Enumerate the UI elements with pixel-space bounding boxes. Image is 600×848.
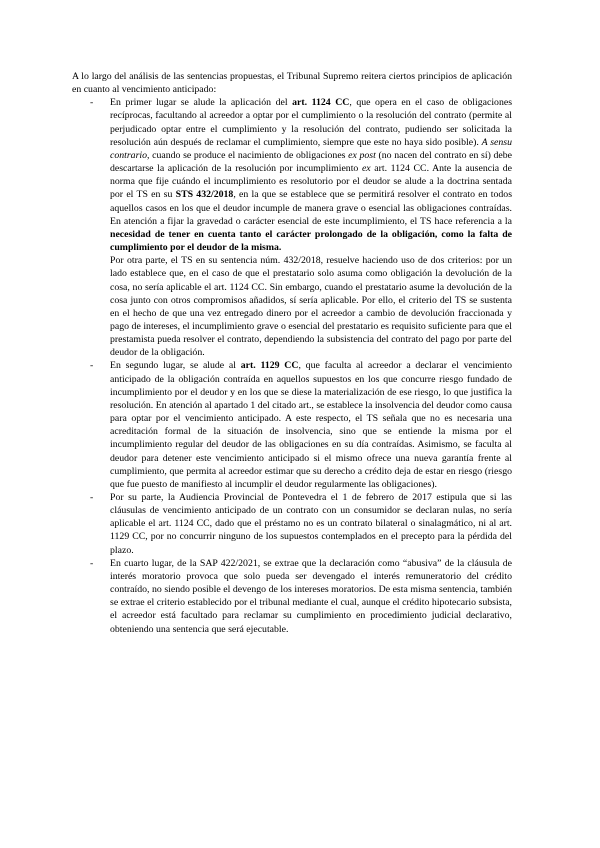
- list-item: [72, 96, 512, 359]
- sts-432-2018-paragraph: Por otra parte, el TS en su sentencia núm. 432/2018, resuelve haciendo uso de dos criterios: por un lado establece que, en el caso de que el prestatario solo asuma como obligación la devolución de la cosa, no sería aplicable el art. 1124 CC. Sin embargo, cuando el prestatario asume la devolución de la cosa junto con otros compromisos añadidos, sí sería aplicable. Por ello, el criterio del TS se sustenta en el hecho de que una vez entregado dinero por el acreedor a cambio de devolución fraccionada y pago de intereses, el incumplimiento grave o esencial del prestatario es requisito suficiente para que el prestamista pueda resolver el contrato, dependiendo la subsistencia del contrato del pago por parte del deudor de la obligación.: [110, 255, 512, 359]
- gravity-criterion: necesidad de tener en cuenta tanto el carácter prolongado de la obligación, como la falta de cumplimiento por el deudor de la misma.: [110, 228, 512, 254]
- art-1124-reference: art. 1124 CC: [292, 97, 350, 109]
- sap-422-2021-paragraph: En cuarto lugar, de la SAP 422/2021, se extrae que la declaración como “abusiva” de la cláusula de interés moratorio provoca que solo pueda ser devengado el interés remuneratorio del crédito contraído, no siendo posible el devengo de los intereses moratorios. De esta misma sentencia, también se extrae el criterio establecido por el tribunal mediante el cual, aunque el crédito hipotecario subsista, el acreedor está facultado para reclamar su cumplimiento en procedimiento judicial declarativo, obteniendo una sentencia que será ejecutable.: [110, 557, 512, 635]
- list-item: [72, 359, 512, 491]
- bullet-dash: -: [90, 97, 94, 109]
- art-1124-paragraph: En primer lugar se alude la aplicación del art. 1124 CC, que opera en el caso de obligaciones recíprocas, facultando al acreedor a optar por el cumplimiento o la resolución del contrato (permite al perjudicado optar entre el cumplimiento y la resolución del contrato, pudiendo ser solicitada la resolución aún después de reclamar el cumplimiento, siempre que este no haya sido posible). A sensu contrario, cuando se produce el nacimiento de obligaciones ex post (no nacen del contrato en sí) debe descartarse la aplicación de la resolución por incumplimiento ex art. 1124 CC. Ante la ausencia de norma que fije cuándo el incumplimiento es resolutorio por el deudor se alude a la doctrina sentada por el TS en su STS 432/2018, en la que se establece que se permitirá resolver el contrato en todos aquellos casos en los que el deudor incumple de manera grave o esencial las obligaciones contraídas. En atención a fijar la gravedad o carácter esencial de este incumplimiento, el TS hace referencia a la necesidad de tener en cuenta tanto el carácter prolongado de la obligación, como la falta de cumplimiento por el deudor de la misma.: [110, 97, 513, 254]
- audiencia-pontevedra-paragraph: Por su parte, la Audiencia Provincial de Pontevedra el 1 de febrero de 2017 estipula que si las cláusulas de vencimiento anticipado de un contrato con un consumidor se declaran nulas, no sería aplicable el art. 1124 CC, dado que el préstamo no es un contrato bilateral o sinalagmático, ni al art. 1129 CC, por no concurrir ninguno de los supuestos contemplados en el precepto para la pérdida del plazo.: [110, 492, 512, 556]
- ex-post: ex post: [348, 149, 376, 161]
- document-body: [72, 70, 512, 636]
- list-item: [72, 491, 512, 557]
- a-sensu-contrario: A sensu contrario: [110, 136, 513, 161]
- list-item: [72, 557, 512, 636]
- art-1129-paragraph: En segundo lugar, se alude al art. 1129 CC, que faculta al acreedor a declarar el vencimiento anticipado de la obligación contraída en aquellos supuestos en los que concurre riesgo fundado de incumplimiento por el deudor y en los que se diese la materialización de ese riesgo, lo que justifica la resolución. En atención al apartado 1 del citado art., se establece la insolvencia del deudor como causa para optar por el vencimiento anticipado. A este respecto, el TS señala que no es necesaria una acreditación formal de la situación de insolvencia, sino que se entiende la misma por el incumplimiento regular del deudor de las obligaciones en su día contraídas. Asimismo, se faculta al deudor para detener este vencimiento anticipado si el mismo ofrece una nueva garantía frente al cumplimiento, que permita al acreedor estimar que su derecho a crédito deja de estar en riesgo (riesgo que fue puesto de manifiesto al incumplir el deudor regularmente las obligaciones).: [110, 360, 512, 490]
- art-1129-reference: art. 1129 CC: [240, 360, 299, 372]
- bullet-dash: -: [90, 360, 94, 372]
- bullet-dash: -: [90, 557, 94, 569]
- intro-paragraph: A lo largo del análisis de las sentencias propuestas, el Tribunal Supremo reitera ciertos principios de aplicación en cuanto al vencimiento anticipado:: [72, 71, 512, 96]
- ex: ex: [361, 163, 371, 175]
- bullet-dash: -: [90, 492, 94, 503]
- principles-list: [72, 96, 512, 635]
- sts-reference: STS 432/2018: [175, 189, 234, 201]
